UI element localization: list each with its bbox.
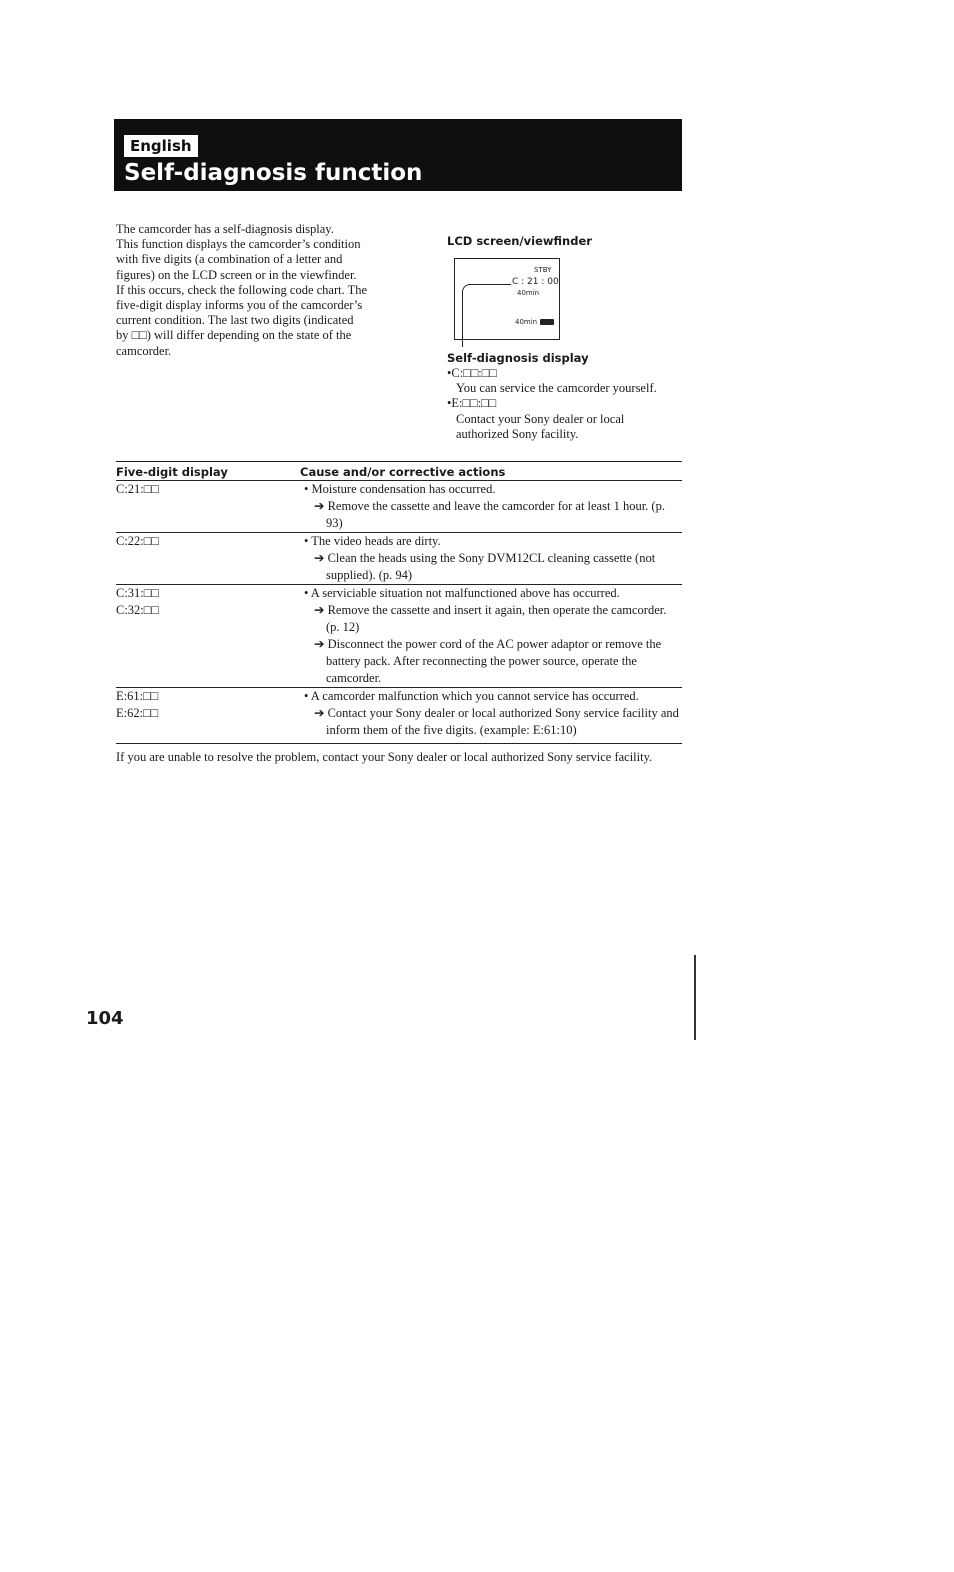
language-tab: English	[124, 135, 198, 157]
intro-line: current condition. The last two digits (indicated	[116, 313, 354, 328]
action-text: ➔ Contact your Sony dealer or local authorized Sony service facility and inform them of the five digits. (example: E:61:10)	[314, 706, 679, 737]
lcd-diagnosis-code: C : 21 : 00	[512, 277, 559, 287]
intro-line: camcorder.	[116, 343, 172, 358]
section-header	[114, 119, 682, 191]
code-chart-table	[116, 461, 682, 744]
table-row	[116, 481, 682, 533]
list-item	[447, 396, 687, 442]
battery-icon	[540, 319, 554, 325]
intro-line: by □□) will differ depending on the state of the	[116, 328, 352, 343]
actions-cell	[300, 688, 682, 744]
diagnosis-code: •C:□□:□□	[447, 366, 497, 380]
page-number: 104	[86, 1008, 124, 1029]
code-cell	[116, 481, 300, 533]
self-diagnosis-legend	[447, 351, 687, 442]
action-text: ➔ Remove the cassette and insert it again, then operate the camcorder. (p. 12)	[314, 603, 667, 634]
self-diagnosis-list	[447, 366, 687, 442]
table-row	[116, 533, 682, 585]
actions-cell	[300, 585, 682, 688]
code-value: C:32:□□	[116, 603, 159, 617]
diagnosis-code: •E:□□:□□	[447, 396, 497, 411]
column-header-display: Five-digit display	[116, 462, 300, 481]
intro-paragraph	[116, 222, 406, 359]
page-title: Self-diagnosis function	[124, 160, 423, 186]
intro-line: figures) on the LCD screen or in the viewfinder.	[116, 267, 357, 282]
actions-cell	[300, 533, 682, 585]
table-row	[116, 688, 682, 744]
code-value: E:61:□□	[116, 689, 159, 703]
list-item	[447, 366, 687, 396]
lcd-tape-remaining: 40min	[517, 289, 540, 297]
page-edge-mark	[694, 955, 696, 1040]
code-value: C:22:□□	[116, 534, 159, 548]
cause-text: • A serviciable situation not malfunctioned above has occurred.	[304, 586, 620, 600]
lcd-heading: LCD screen/viewfinder	[447, 234, 592, 248]
code-value: C:21:□□	[116, 482, 159, 496]
lcd-pointer-line	[462, 284, 511, 347]
code-value: C:31:□□	[116, 586, 159, 600]
action-text: ➔ Disconnect the power cord of the AC power adaptor or remove the battery pack. After reconnecting the power source, operate the camcorder.	[314, 637, 662, 685]
intro-line: The camcorder has a self-diagnosis display.	[116, 222, 334, 236]
table-header-row	[116, 462, 682, 481]
actions-cell	[300, 481, 682, 533]
table-row	[116, 585, 682, 688]
action-text: ➔ Clean the heads using the Sony DVM12CL cleaning cassette (not supplied). (p. 94)	[314, 551, 656, 582]
code-value: E:62:□□	[116, 706, 159, 720]
code-cell	[116, 585, 300, 688]
column-header-actions: Cause and/or corrective actions	[300, 462, 682, 481]
action-text: ➔ Remove the cassette and leave the camcorder for at least 1 hour. (p. 93)	[314, 499, 665, 530]
intro-line: If this occurs, check the following code chart. The	[116, 282, 368, 297]
cause-text: • The video heads are dirty.	[304, 534, 441, 548]
intro-line: This function displays the camcorder’s condition	[116, 237, 361, 252]
footnote: If you are unable to resolve the problem, contact your Sony dealer or local authorized Sony service facility.	[116, 750, 653, 764]
self-diagnosis-heading: Self-diagnosis display	[447, 351, 589, 365]
lcd-battery-remaining	[515, 318, 554, 326]
intro-line: with five digits (a combination of a letter and	[116, 252, 343, 267]
diagnosis-description: Contact your Sony dealer or local	[456, 411, 625, 426]
lcd-stby-indicator: STBY	[534, 266, 552, 274]
code-cell	[116, 688, 300, 744]
cause-text: • A camcorder malfunction which you cannot service has occurred.	[304, 689, 639, 703]
cause-text: • Moisture condensation has occurred.	[304, 482, 496, 496]
lcd-battery-label: 40min	[515, 318, 538, 326]
diagnosis-description: You can service the camcorder yourself.	[456, 381, 657, 396]
intro-line: five-digit display informs you of the camcorder’s	[116, 298, 363, 313]
code-cell	[116, 533, 300, 585]
diagnosis-description: authorized Sony facility.	[456, 426, 579, 441]
